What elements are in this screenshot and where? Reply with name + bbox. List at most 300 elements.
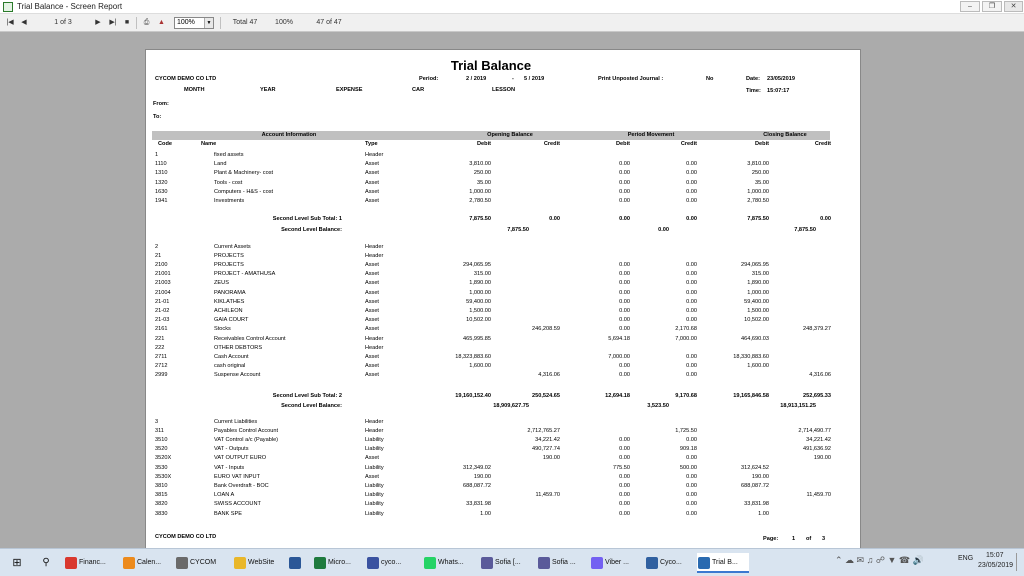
analysis-field: CAR	[412, 87, 425, 93]
column-header: Debit	[616, 141, 630, 147]
taskbar-cyco-2[interactable]	[645, 553, 693, 573]
row-amount: 2,170.68	[675, 326, 697, 333]
row-code: 3530	[155, 464, 168, 471]
row-amount: 0.00	[619, 198, 630, 204]
row-amount: 0.00	[619, 482, 630, 489]
zoom-value: 100%	[177, 19, 195, 26]
row-code: 1630	[155, 188, 168, 195]
row-name: Receivables Control Account	[214, 335, 286, 342]
column-header: Type	[365, 141, 378, 147]
toolbar-divider	[220, 17, 221, 29]
group-header: Opening Balance	[487, 132, 533, 138]
row-type: Asset	[365, 179, 379, 186]
row-code: 3520	[155, 446, 168, 453]
subtotal-amount: 0.00	[549, 216, 560, 222]
row-code: 3810	[155, 482, 168, 489]
chevron-down-icon[interactable]: ▼	[204, 18, 213, 28]
row-amount: 0.00	[686, 289, 697, 296]
taskbar-item-label: Calen...	[137, 559, 162, 566]
subtotal-amount: 250,524.65	[532, 393, 560, 399]
row-type: Liability	[365, 510, 384, 517]
period-to: 5 / 2019	[524, 76, 545, 82]
row-amount: 1.00	[758, 510, 769, 517]
viber-icon	[591, 557, 603, 569]
row-amount: 59,400.00	[744, 298, 769, 305]
row-code: 21003	[155, 280, 171, 287]
row-amount: 1,600.00	[469, 363, 491, 370]
taskbar-trial-balance[interactable]	[697, 553, 749, 573]
taskbar-cyco[interactable]	[366, 553, 418, 573]
sofia-icon	[481, 557, 493, 569]
row-amount: 0.00	[619, 261, 630, 268]
subtotal-amount: 12,694.18	[605, 393, 630, 399]
row-amount: 294,065.95	[741, 261, 769, 268]
row-amount: 0.00	[686, 179, 697, 186]
cyco-app-icon	[367, 557, 379, 569]
row-amount: 5,694.18	[608, 335, 630, 342]
row-code: 2161	[155, 326, 168, 333]
print-unposted-value: No	[706, 76, 714, 82]
row-type: Liability	[365, 501, 384, 508]
row-amount: 0.00	[619, 280, 630, 287]
report-content	[146, 50, 862, 552]
window-title-bar	[0, 0, 1024, 14]
taskbar-item-label: Whats...	[438, 559, 464, 566]
taskbar-website[interactable]	[233, 553, 283, 573]
balance-label: Second Level Balance:	[281, 227, 342, 233]
date-label: Date:	[746, 76, 760, 82]
row-amount: 1,500.00	[469, 307, 491, 314]
row-code: 21	[155, 252, 162, 259]
taskbar-item-label: Sofia ...	[552, 559, 576, 566]
row-code: 2712	[155, 363, 168, 370]
print-unposted-label: Print Unposted Journal :	[598, 76, 664, 82]
row-name: Plant & Machinery- cost	[214, 170, 274, 177]
row-name: OTHER DEBTORS	[214, 344, 263, 351]
taskbar-item-label: WebSite	[248, 559, 275, 566]
row-amount: 688,087.72	[463, 482, 491, 489]
row-name: VAT OUTPUT EURO	[214, 455, 267, 462]
row-code: 21-03	[155, 317, 170, 324]
subtotal-amount: 0.00	[820, 216, 831, 222]
row-amount: 0.00	[619, 289, 630, 296]
row-amount: 3,810.00	[747, 161, 769, 168]
footer-of: of	[806, 536, 812, 542]
app-icon	[3, 2, 13, 12]
row-type: Asset	[365, 353, 379, 360]
analysis-field: YEAR	[260, 87, 276, 93]
footer-page-label: Page:	[763, 536, 779, 542]
row-amount: 0.00	[686, 482, 697, 489]
row-type: Header	[365, 427, 384, 434]
taskbar-item-label: Trial B...	[712, 559, 738, 566]
row-code: 2	[155, 243, 159, 250]
row-code: 2711	[155, 353, 168, 360]
row-type: Header	[365, 243, 384, 250]
balance-amount: 18,913,151.25	[780, 403, 816, 409]
row-type: Header	[365, 152, 384, 158]
taskbar-item-label: Sofia [...	[495, 559, 521, 566]
taskbar-viber[interactable]	[590, 553, 640, 573]
row-amount: 312,624.52	[741, 464, 769, 471]
column-header: Credit	[680, 141, 697, 147]
row-name: BANK SPE	[214, 510, 242, 517]
row-name: Computers - H&S - cost	[214, 188, 274, 195]
row-code: 21004	[155, 289, 171, 296]
taskbar-sofia[interactable]	[480, 553, 532, 573]
taskbar-excel[interactable]	[313, 553, 363, 573]
footer-company: CYCOM DEMO CO LTD	[155, 534, 217, 540]
row-type: Asset	[365, 289, 379, 296]
row-type: Liability	[365, 436, 384, 443]
row-code: 21-01	[155, 298, 170, 305]
column-header: Debit	[477, 141, 491, 147]
row-name: Current Liabilities	[214, 418, 258, 425]
window-title: Trial Balance - Screen Report	[17, 2, 123, 11]
export-icon[interactable]: ▲	[158, 19, 165, 26]
row-amount: 1,000.00	[469, 289, 491, 296]
row-type: Asset	[365, 161, 379, 168]
total-records: Total 47	[232, 19, 258, 26]
row-name: Bank Overdraft - BOC	[214, 482, 269, 489]
row-amount: 1,890.00	[747, 280, 769, 287]
column-header: Code	[158, 141, 172, 147]
row-amount: 0.00	[619, 179, 630, 186]
period-label: Period:	[419, 76, 439, 82]
row-amount: 190.00	[751, 473, 769, 480]
column-header: Credit	[543, 141, 560, 147]
taskbar-item-label: Viber ...	[605, 559, 629, 566]
row-amount: 4,316.06	[809, 372, 831, 379]
row-amount: 33,831.98	[744, 501, 769, 508]
row-code: 1320	[155, 179, 168, 186]
balance-label: Second Level Balance:	[281, 403, 342, 409]
row-amount: 250.00	[473, 170, 491, 177]
row-amount: 0.00	[619, 363, 630, 370]
row-type: Asset	[365, 198, 379, 204]
row-amount: 312,349.02	[463, 464, 491, 471]
folder-icon	[234, 557, 246, 569]
row-amount: 250.00	[751, 170, 769, 177]
row-amount: 3,810.00	[469, 161, 491, 168]
row-amount: 0.00	[619, 326, 630, 333]
previous-page-icon[interactable]: ◀	[21, 19, 27, 26]
record-count: 47 of 47	[316, 19, 342, 26]
analysis-field: EXPENSE	[336, 87, 363, 93]
row-amount: 11,459.70	[535, 492, 560, 499]
time-label: Time:	[746, 88, 761, 94]
footer-total-pages: 3	[822, 536, 826, 542]
row-amount: 294,065.95	[463, 261, 491, 268]
row-amount: 0.00	[686, 353, 697, 360]
row-amount: 0.00	[686, 501, 697, 508]
group-header: Account Information	[261, 132, 317, 138]
stop-icon[interactable]: ■	[124, 19, 130, 26]
close-button[interactable]: ✕	[1004, 1, 1023, 12]
row-amount: 7,000.00	[608, 353, 630, 360]
row-type: Liability	[365, 482, 384, 489]
zoom-select[interactable]	[174, 17, 214, 29]
row-amount: 0.00	[619, 473, 630, 480]
search-icon[interactable]: ⚲	[42, 557, 50, 568]
minimize-button[interactable]: –	[960, 1, 980, 12]
row-code: 1941	[155, 198, 168, 204]
taskbar-calendar[interactable]	[122, 553, 172, 573]
row-amount: 0.00	[686, 198, 697, 204]
taskbar	[0, 548, 1024, 576]
row-code: 3520X	[155, 455, 172, 462]
row-name: VAT - Inputs	[214, 464, 245, 471]
row-code: 3820	[155, 501, 168, 508]
row-amount: 465,995.85	[463, 335, 491, 342]
row-name: PROJECT - AMATHUSA	[214, 271, 276, 278]
row-amount: 11,459.70	[806, 492, 831, 499]
taskbar-item-label: Financ...	[79, 559, 106, 566]
row-type: Asset	[365, 170, 379, 177]
row-name: fixed assets	[214, 152, 244, 158]
row-amount: 0.00	[686, 455, 697, 462]
row-amount: 0.00	[686, 161, 697, 168]
row-amount: 2,780.50	[469, 198, 491, 204]
row-amount: 1,725.50	[675, 427, 697, 434]
row-name: KIKLATHES	[214, 298, 245, 305]
row-amount: 0.00	[686, 280, 697, 287]
row-amount: 18,330,883.60	[733, 353, 769, 360]
row-amount: 0.00	[686, 492, 697, 499]
row-amount: 2,714,490.77	[798, 427, 831, 434]
balance-amount: 18,909,627.75	[493, 403, 529, 409]
subtotal-label: Second Level Sub Total: 1	[272, 216, 342, 222]
page-indicator[interactable]: 1 of 3	[54, 19, 72, 26]
row-amount: 0.00	[686, 188, 697, 195]
excel-icon	[314, 557, 326, 569]
row-amount: 1,000.00	[747, 289, 769, 296]
analysis-field: MONTH	[184, 87, 205, 93]
row-name: PROJECTS	[214, 252, 244, 259]
row-amount: 2,780.50	[747, 198, 769, 204]
restore-button[interactable]: ❐	[982, 1, 1002, 12]
row-type: Asset	[365, 363, 379, 370]
word-icon	[289, 557, 301, 569]
subtotal-amount: 19,165,846.58	[733, 393, 769, 399]
row-amount: 0.00	[619, 455, 630, 462]
row-amount: 33,831.98	[466, 501, 491, 508]
row-amount: 190.00	[542, 455, 560, 462]
row-code: 2999	[155, 372, 168, 379]
windows-start-icon[interactable]: ⊞	[12, 557, 22, 569]
row-amount: 0.00	[619, 170, 630, 177]
row-type: Asset	[365, 271, 379, 278]
next-page-icon[interactable]: ▶	[95, 19, 101, 26]
percent-complete: 100%	[275, 19, 293, 26]
row-type: Asset	[365, 473, 379, 480]
row-amount: 491,636.92	[803, 446, 831, 453]
row-amount: 0.00	[619, 298, 630, 305]
date-value: 23/05/2019	[767, 76, 795, 82]
row-name: cash original	[214, 363, 246, 370]
row-amount: 248,379.27	[803, 326, 831, 333]
row-code: 1310	[155, 170, 168, 177]
row-amount: 0.00	[619, 436, 630, 443]
row-type: Header	[365, 252, 384, 259]
row-amount: 34,221.42	[535, 436, 560, 443]
row-type: Asset	[365, 307, 379, 314]
row-code: 3830	[155, 510, 168, 517]
row-amount: 190.00	[813, 455, 831, 462]
row-name: ZEUS	[214, 280, 229, 287]
cycom-icon	[176, 557, 188, 569]
row-name: GAIA COURT	[214, 317, 249, 324]
subtotal-amount: 7,875.50	[469, 216, 491, 222]
tray-icons[interactable]: ⌃ ☁ ✉ ♫ ☍ ▼ ☎ 🔊	[835, 555, 924, 565]
row-type: Asset	[365, 261, 379, 268]
column-header: Credit	[814, 141, 831, 147]
row-amount: 0.00	[686, 372, 697, 379]
report-toolbar	[0, 14, 1024, 32]
row-name: Suspense Account	[214, 372, 261, 379]
row-type: Asset	[365, 317, 379, 324]
row-name: EURO VAT INPUT	[214, 473, 260, 480]
balance-amount: 0.00	[658, 227, 669, 233]
row-amount: 59,400.00	[466, 298, 491, 305]
taskbar-cycom[interactable]	[175, 553, 227, 573]
group-header: Closing Balance	[763, 132, 807, 138]
row-amount: 0.00	[619, 510, 630, 517]
row-type: Header	[365, 418, 384, 425]
last-page-icon[interactable]: ▶|	[109, 19, 117, 26]
row-name: ACHILEON	[214, 307, 243, 314]
taskbar-whatsapp[interactable]	[423, 553, 475, 573]
row-code: 311	[155, 427, 164, 434]
subtotal-amount: 0.00	[686, 216, 697, 222]
row-name: LOAN A	[214, 492, 235, 499]
clock-time[interactable]: 15:07	[986, 552, 1004, 559]
language-indicator[interactable]: ENG	[958, 555, 974, 562]
row-amount: 688,087.72	[741, 482, 769, 489]
taskbar-word[interactable]	[288, 553, 310, 573]
row-amount: 10,502.00	[466, 317, 491, 324]
row-type: Asset	[365, 455, 379, 462]
to-label: To:	[153, 114, 162, 120]
show-desktop-button[interactable]	[1016, 553, 1020, 571]
report-title: Trial Balance	[450, 58, 532, 73]
row-name: Payables Control Account	[214, 427, 279, 434]
taskbar-item-label: Micro...	[328, 559, 351, 566]
row-amount: 909.18	[679, 446, 697, 453]
row-type: Header	[365, 335, 384, 342]
subtotal-label: Second Level Sub Total: 2	[272, 393, 342, 399]
print-icon[interactable]: ⎙	[143, 19, 150, 26]
subtotal-amount: 0.00	[619, 216, 630, 222]
row-name: Investments	[214, 198, 245, 204]
row-amount: 0.00	[619, 446, 630, 453]
row-amount: 0.00	[686, 298, 697, 305]
group-header: Period Movement	[627, 132, 675, 138]
row-type: Header	[365, 344, 384, 351]
taskbar-item-label: CYCOM	[190, 559, 217, 566]
row-amount: 464,690.03	[741, 335, 769, 342]
row-amount: 0.00	[619, 161, 630, 168]
balance-amount: 7,875.50	[794, 227, 816, 233]
row-amount: 2,712,765.27	[527, 427, 560, 434]
period-from: 2 / 2019	[466, 76, 487, 82]
balance-amount: 3,523.50	[647, 403, 669, 409]
row-amount: 500.00	[679, 464, 697, 471]
subtotal-amount: 7,875.50	[747, 216, 769, 222]
analysis-field: LESSON	[492, 87, 516, 93]
row-amount: 7,000.00	[675, 335, 697, 342]
company-name: CYCOM DEMO CO LTD	[155, 76, 217, 82]
row-name: Cash Account	[214, 353, 249, 360]
row-code: 3	[155, 418, 159, 425]
row-amount: 0.00	[619, 188, 630, 195]
row-amount: 0.00	[686, 510, 697, 517]
balance-amount: 7,875.50	[507, 227, 529, 233]
row-code: 3510	[155, 436, 168, 443]
subtotal-amount: 9,170.68	[675, 393, 697, 399]
row-amount: 1,000.00	[469, 188, 491, 195]
row-type: Asset	[365, 188, 379, 195]
row-code: 2100	[155, 261, 168, 268]
row-amount: 0.00	[619, 271, 630, 278]
row-code: 222	[155, 344, 165, 351]
taskbar-item-label: Cyco...	[660, 559, 682, 566]
cycom-icon	[646, 557, 658, 569]
subtotal-amount: 19,160,152.40	[455, 393, 491, 399]
row-amount: 1,500.00	[747, 307, 769, 314]
row-type: Liability	[365, 464, 384, 471]
row-amount: 0.00	[619, 501, 630, 508]
column-header: Debit	[755, 141, 769, 147]
row-amount: 0.00	[619, 372, 630, 379]
row-amount: 1,600.00	[747, 363, 769, 370]
row-type: Asset	[365, 372, 379, 379]
row-amount: 190.00	[473, 473, 491, 480]
row-amount: 775.50	[612, 464, 630, 471]
period-separator: -	[512, 76, 514, 82]
taskbar-financ[interactable]	[64, 553, 116, 573]
from-label: From:	[153, 101, 169, 107]
row-amount: 1,890.00	[469, 280, 491, 287]
row-amount: 1,000.00	[747, 188, 769, 195]
report-page	[145, 49, 861, 551]
row-amount: 0.00	[686, 271, 697, 278]
row-name: SWISS ACCOUNT	[214, 501, 261, 508]
row-amount: 315.00	[751, 271, 769, 278]
row-amount: 10,502.00	[744, 317, 769, 324]
row-amount: 246,208.59	[532, 326, 560, 333]
row-amount: 0.00	[686, 473, 697, 480]
column-header: Name	[201, 141, 217, 147]
calendar-icon	[123, 557, 135, 569]
clock-date[interactable]: 23/05/2019	[978, 562, 1014, 569]
row-type: Asset	[365, 326, 379, 333]
footer-page-number: 1	[792, 536, 796, 542]
row-name: Stocks	[214, 326, 231, 333]
chrome-icon	[65, 557, 77, 569]
row-name: Tools - cost	[214, 179, 243, 186]
row-name: Land	[214, 161, 227, 168]
row-code: 3530X	[155, 473, 172, 480]
row-amount: 18,323,883.60	[455, 353, 491, 360]
row-name: VAT - Outputs	[214, 446, 249, 453]
row-type: Liability	[365, 446, 384, 453]
row-amount: 35.00	[755, 179, 769, 186]
taskbar-sofia-2[interactable]	[537, 553, 585, 573]
first-page-icon[interactable]: |◀	[6, 19, 14, 26]
row-code: 21001	[155, 271, 171, 278]
row-amount: 0.00	[686, 261, 697, 268]
